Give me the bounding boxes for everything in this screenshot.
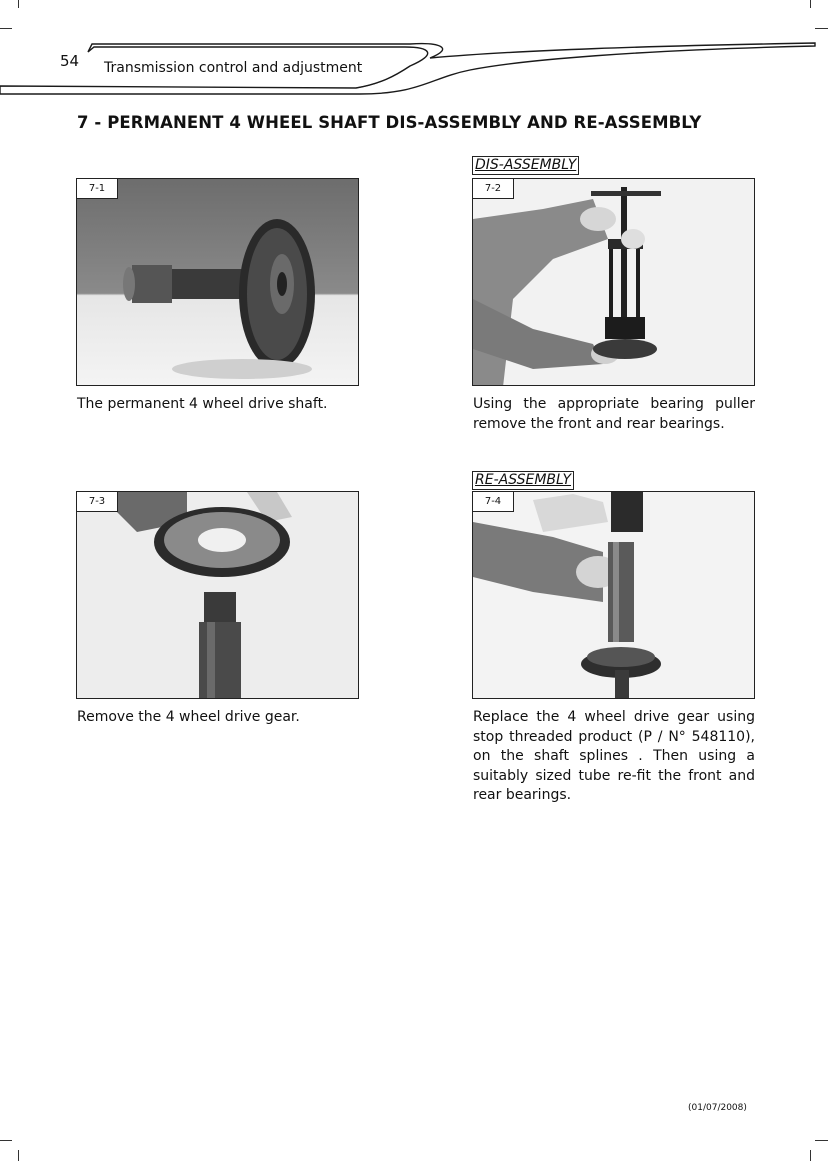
figure-7-3-caption: Remove the 4 wheel drive gear. xyxy=(77,709,300,725)
crop-mark-bottom-right-v xyxy=(810,1150,811,1161)
page-number: 54 xyxy=(60,52,80,70)
reassembly-photo xyxy=(473,492,755,699)
crop-mark-bottom-left xyxy=(0,1140,12,1141)
figure-7-4 xyxy=(472,491,755,699)
figure-tag: 7-3 xyxy=(77,492,118,512)
figure-7-1-caption: The permanent 4 wheel drive shaft. xyxy=(77,396,328,412)
crop-mark-bottom-right xyxy=(815,1140,828,1141)
figure-7-2 xyxy=(472,178,755,386)
crop-mark-bottom-left-v xyxy=(18,1150,19,1161)
reassembly-label: RE-ASSEMBLY xyxy=(472,471,574,490)
crop-mark-top-left xyxy=(0,28,12,29)
figure-7-1 xyxy=(76,178,359,386)
figure-tag: 7-2 xyxy=(473,179,514,199)
disassembly-label: DIS-ASSEMBLY xyxy=(472,156,579,175)
section-title: 7 - PERMANENT 4 WHEEL SHAFT DIS-ASSEMBLY AND RE-ASSEMBLY xyxy=(77,113,702,132)
shaft-photo xyxy=(77,179,359,386)
crop-mark-top-right-v xyxy=(810,0,811,8)
figure-tag: 7-4 xyxy=(473,492,514,512)
crop-mark-top-left-v xyxy=(18,0,19,8)
figure-7-4-caption: Replace the 4 wheel drive gear using stop threaded product (P / N° 548110), on the shaft splines . Then using a suitably sized tube re-fit the front and rear bearings. xyxy=(473,709,755,803)
figure-tag: 7-1 xyxy=(77,179,118,199)
drive-gear-photo xyxy=(77,492,359,699)
figure-7-3 xyxy=(76,491,359,699)
running-header-title: Transmission control and adjustment xyxy=(104,60,363,76)
bearing-puller-photo xyxy=(473,179,755,386)
crop-mark-top-right xyxy=(815,28,828,29)
footer-date: (01/07/2008) xyxy=(688,1103,747,1113)
figure-7-2-caption: Using the appropriate bearing puller remove the front and rear bearings. xyxy=(473,396,755,432)
